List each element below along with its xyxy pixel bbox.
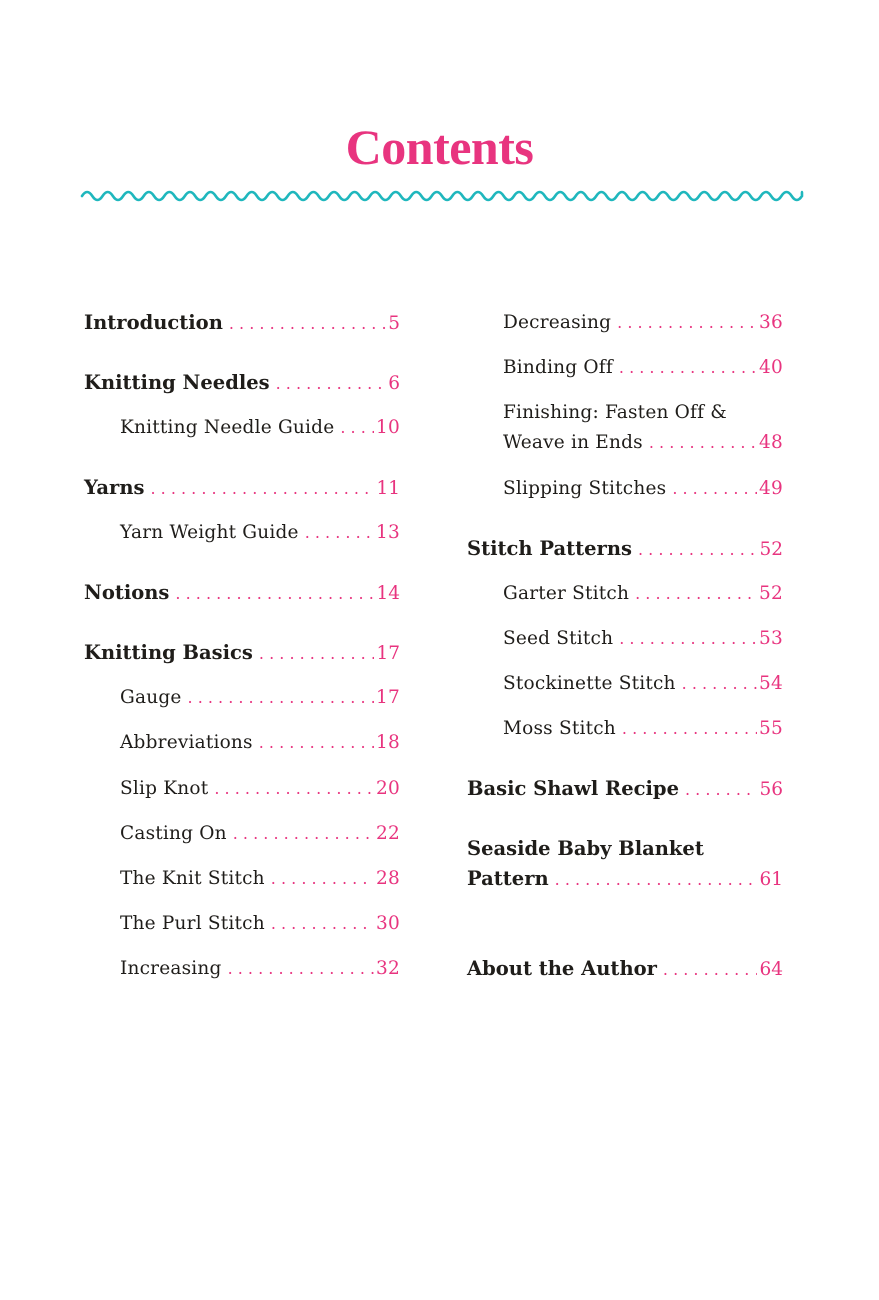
toc-page-number: 52 [759,583,783,604]
toc-entry-title: Garter Stitch [503,583,630,604]
dot-leader [188,683,375,713]
wave-divider [82,186,802,206]
toc-entry-increasing[interactable] [120,954,400,984]
toc-entry-title: Slip Knot [120,778,209,799]
toc-page-number: 64 [759,959,783,980]
toc-entry-the-purl-stitch[interactable] [120,909,400,939]
dot-leader [622,714,757,744]
toc-entry-title: Knitting Needle Guide [120,417,335,438]
toc-entry-stockinette-stitch[interactable] [503,669,783,699]
toc-entry-gauge[interactable] [120,683,400,713]
dot-leader [682,669,757,699]
toc-page-number: 36 [759,312,783,333]
toc-entry-title: About the Author [467,957,657,980]
toc-entry-stitch-patterns[interactable] [467,534,783,565]
toc-entry-moss-stitch[interactable] [503,714,783,744]
dot-leader [276,369,387,399]
toc-entry-slip-knot[interactable] [120,774,400,804]
toc-page-number: 48 [759,432,783,453]
toc-entry-title: Increasing [120,958,222,979]
toc-entry-title-line2: Pattern [467,867,549,890]
dot-leader [271,909,374,939]
toc-entry-title: Introduction [84,311,223,334]
toc-entry-title: Knitting Basics [84,641,253,664]
toc-page-number: 17 [376,687,400,708]
toc-entry-title: Yarns [84,476,145,499]
toc-entry-title: The Knit Stitch [120,868,265,889]
toc-page-number: 54 [759,673,783,694]
toc-page-number: 5 [388,313,400,334]
dot-leader [617,308,757,338]
toc-entry-title-line2: Weave in Ends [503,432,643,453]
toc-entry-title: Slipping Stitches [503,478,667,499]
dot-leader [555,865,758,895]
toc-entry-basic-shawl-recipe[interactable] [467,774,783,805]
dot-leader [259,639,375,669]
dot-leader [259,728,374,758]
toc-entry-knitting-needles[interactable] [84,368,400,399]
toc-page-number: 17 [376,643,400,664]
toc-entry-slipping-stitches[interactable] [503,474,783,504]
dot-leader [305,518,374,548]
toc-entry-title: Notions [84,581,170,604]
toc-page-number: 14 [376,583,400,604]
dot-leader [635,579,757,609]
toc-entry-garter-stitch[interactable] [503,579,783,609]
toc-page-number: 56 [759,779,783,800]
toc-entry-title: Gauge [120,687,182,708]
toc-entry-title: Abbreviations [120,732,253,753]
toc-entry-seed-stitch[interactable] [503,624,783,654]
dot-leader [649,428,757,458]
toc-entry-notions[interactable] [84,578,400,609]
dot-leader [672,474,757,504]
toc-entry-title: The Purl Stitch [120,913,265,934]
dot-leader [271,864,374,894]
toc-page-number: 52 [759,539,783,560]
toc-entry-decreasing[interactable] [503,308,783,338]
toc-page-number: 30 [376,913,400,934]
dot-leader [685,775,757,805]
wave-line [82,192,802,200]
dot-leader [619,353,757,383]
dot-leader [229,309,386,339]
toc-entry-title: Decreasing [503,312,612,333]
toc-entry-knitting-needle-guide[interactable] [120,413,400,443]
toc-entry-introduction[interactable] [84,308,400,339]
toc-entry-title: Stitch Patterns [467,537,632,560]
dot-leader [638,535,757,565]
dot-leader [619,624,757,654]
toc-entry-title: Knitting Needles [84,371,270,394]
toc-entry-title-line1: Seaside Baby Blanket [467,837,704,860]
toc-page-number: 53 [759,628,783,649]
dot-leader [150,474,374,504]
toc-page-number: 28 [376,868,400,889]
dot-leader [233,819,374,849]
toc-entry-the-knit-stitch[interactable] [120,864,400,894]
toc-entry-about-the-author[interactable] [467,954,783,985]
toc-entry-title-line1: Finishing: Fasten Off & [503,402,727,423]
toc-entry-abbreviations[interactable] [120,728,400,758]
toc-entry-yarn-weight-guide[interactable] [120,518,400,548]
toc-entry-yarns[interactable] [84,473,400,504]
dot-leader [663,955,758,985]
dot-leader [228,954,374,984]
toc-entry-title: Seed Stitch [503,628,614,649]
toc-entry-seaside-baby-blanket[interactable] [467,834,783,895]
page-title: Contents [345,119,534,175]
toc-page-number: 40 [759,357,783,378]
toc-page-number: 6 [388,373,400,394]
toc-page-number: 11 [376,478,400,499]
toc-page-number: 49 [759,478,783,499]
toc-entry-title: Basic Shawl Recipe [467,777,679,800]
toc-entry-title: Moss Stitch [503,718,616,739]
toc-entry-title: Binding Off [503,357,613,378]
toc-page-number: 10 [376,417,400,438]
toc-entry-title: Stockinette Stitch [503,673,676,694]
toc-page-number: 22 [376,823,400,844]
toc-page-number: 32 [376,958,400,979]
dot-leader [175,579,374,609]
dot-leader [214,774,374,804]
toc-page-number: 55 [759,718,783,739]
toc-entry-finishing[interactable] [503,398,783,458]
toc-page-number: 13 [376,522,400,543]
toc-entry-casting-on[interactable] [120,819,400,849]
toc-entry-title: Casting On [120,823,227,844]
toc-page-number: 61 [759,869,783,890]
toc-entry-binding-off[interactable] [503,353,783,383]
toc-page-number: 18 [376,732,400,753]
toc-entry-knitting-basics[interactable] [84,638,400,669]
toc-page-number: 20 [376,778,400,799]
toc-entry-title: Yarn Weight Guide [120,522,299,543]
dot-leader [340,413,374,443]
